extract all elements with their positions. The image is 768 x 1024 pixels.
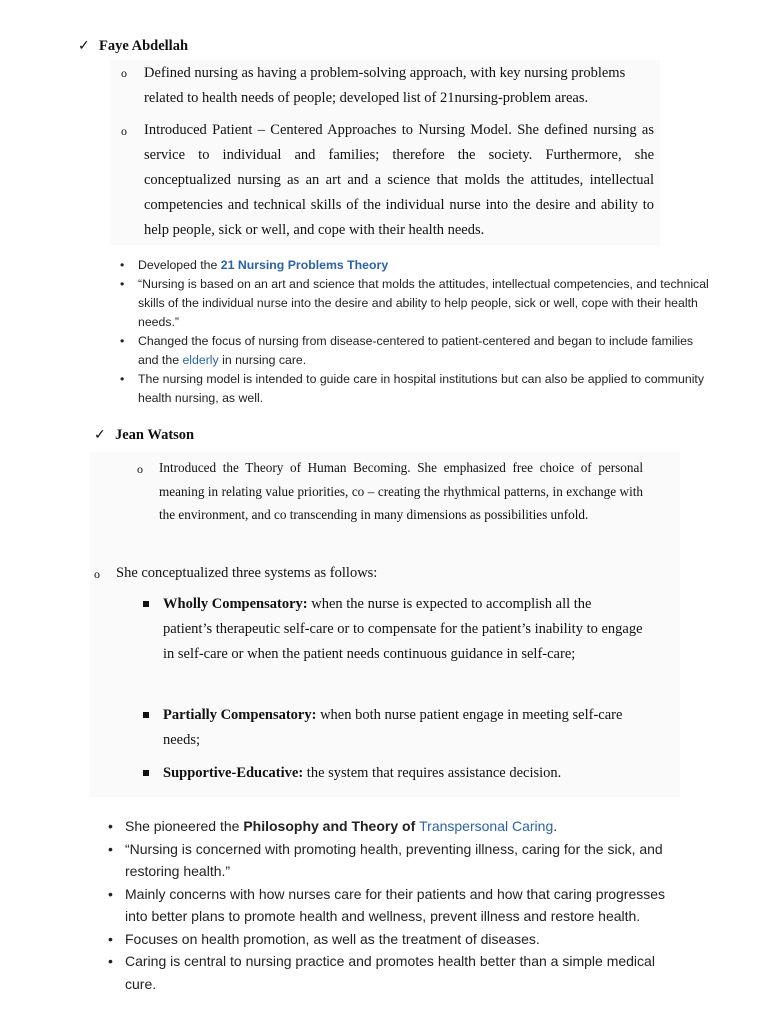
list-item [108,838,683,883]
list-item [120,256,710,275]
bullet-dot-icon: • [120,277,125,291]
list-item [120,370,710,408]
faye-link-21-nursing-problems[interactable]: 21 Nursing Problems Theory [220,258,389,272]
bullet-dot-icon: • [108,840,113,857]
check-icon: ✓ [94,428,106,443]
faye-item-1: Defined nursing as having a problem-solving approach, with key nursing problems related to health needs of people; developed list of 21nursing-problem areas. [144,65,626,106]
system-term: Supportive-Educative: [163,765,304,781]
watson-bullet-3: Mainly concerns with how nurses care for their patients and how that caring progresses into better plans to promote health and wellness, prevent illness and restore health. [125,885,666,924]
list-item [120,275,710,332]
system-supportive [163,761,643,786]
watson-systems-intro: She conceptualized three systems as follows: [116,565,378,581]
faye-bullet-1-prefix: Developed the [138,258,221,272]
faye-bullet-list [120,256,710,408]
faye-link-elderly[interactable]: elderly [182,353,219,367]
system-text: the system that requires assistance decision. [303,765,562,781]
bullet-dot-icon: • [120,372,125,386]
list-item [108,928,683,951]
watson-bullet-list [108,815,683,995]
watson-link-transpersonal-caring[interactable]: Transpersonal Caring [419,818,554,834]
circle-bullet-icon: o [137,462,143,476]
circle-bullet-icon: o [94,567,100,581]
faye-bullet-3-prefix: Changed the focus of nursing from disease-centered to patient-centered and began to include families and the [138,334,694,367]
circle-bullet-icon: o [121,66,127,80]
watson-bullet-2: “Nursing is concerned with promoting health, preventing illness, caring for the sick, and restoring health.” [125,840,663,879]
jean-watson-heading: Jean Watson [115,427,195,443]
square-bullet-icon [143,712,149,718]
circle-bullet-icon: o [121,124,127,138]
faye-item-2: Introduced Patient – Centered Approaches to Nursing Model. She defined nursing as service to individual and families; therefore the society. Furthermore, she conceptualized nursing as an art and a science that molds the attitudes, intellectual competencies and technical skills of the individual nurse into the desire and ability to help people, sick or well, and cope with their health needs. [144,122,654,238]
watson-bullet-1-suffix: . [553,818,558,834]
faye-abdellah-heading: Faye Abdellah [99,38,189,54]
square-bullet-icon [143,601,149,607]
system-term: Partially Compensatory: [163,707,317,723]
system-text: when both nurse patient engage in meeting self-care needs; [163,707,623,748]
list-item [120,332,710,370]
check-icon: ✓ [78,39,90,54]
system-partially [163,703,643,753]
list-item [108,883,683,928]
faye-bullet-3-suffix: in nursing care. [218,353,307,367]
system-wholly [163,592,643,667]
system-term: Wholly Compensatory: [163,596,308,612]
watson-item: Introduced the Theory of Human Becoming. She emphasized free choice of personal meaning in relating value priorities, co – creating the rhythmical patterns, in exchange with the environment, and co transcending in many dimensions as possibilities unfold. [159,460,643,522]
bullet-dot-icon: • [108,818,113,834]
bullet-dot-icon: • [120,334,125,348]
faye-bullet-4: The nursing model is intended to guide care in hospital institutions but can also be applied to community health nursing, as well. [138,372,704,405]
bullet-dot-icon: • [108,930,113,947]
square-bullet-icon [143,770,149,776]
bullet-dot-icon: • [108,953,113,969]
bullet-dot-icon: • [120,258,125,272]
watson-bullet-1-prefix: She pioneered the [125,818,244,834]
watson-bullet-5: Caring is central to nursing practice and promotes health better than a simple medical cure. [125,953,655,992]
system-text: when the nurse is expected to accomplish all the patient’s therapeutic self-care or to compensate for the patient’s inability to engage in self-care or when the patient needs continuous guidance in self-care; [163,596,643,662]
watson-bullet-1-bold: Philosophy and Theory of [243,818,420,834]
bullet-dot-icon: • [108,885,113,902]
list-item [108,815,683,838]
watson-bullet-4: Focuses on health promotion, as well as the treatment of diseases. [125,930,540,947]
faye-bullet-2: “Nursing is based on an art and science that molds the attitudes, intellectual competencies, and technical skills of the individual nurse into the desire and ability to help people, sick or well, cope with their health needs.” [138,277,709,329]
list-item [108,950,683,995]
